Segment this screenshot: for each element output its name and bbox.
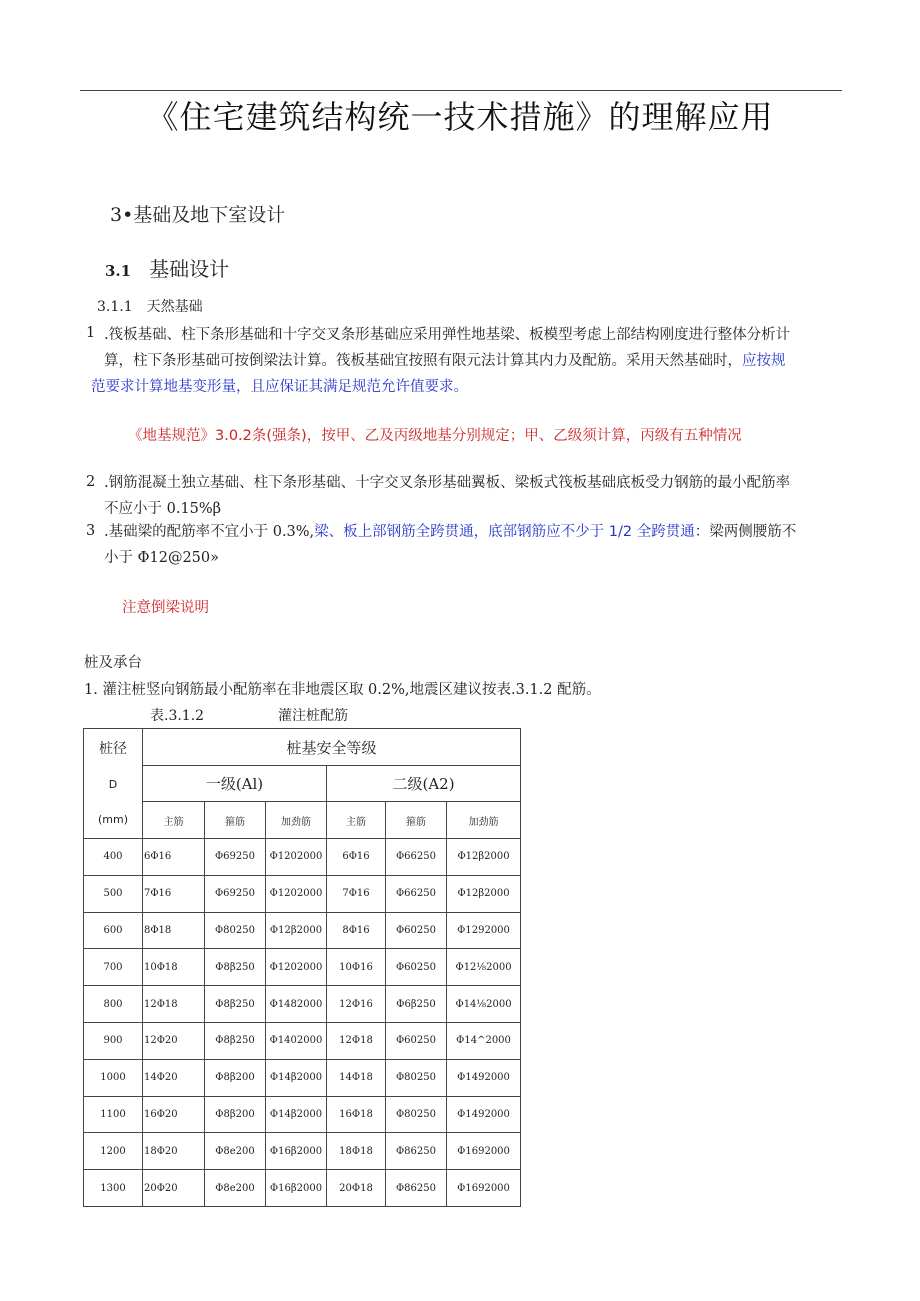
pile-diameter-cell: 1100 [84,1096,143,1133]
table-row [84,1170,521,1207]
header-rule [80,90,842,91]
rebar-cell: Φ8β250 [205,949,266,986]
sub-header-stiffener-2: 加劲筋 [447,802,521,839]
item-2-line-1: .钢筋混凝土独立基础、柱下条形基础、十字交叉条形基础翼板、梁板式筏板基础底板受力钢筋的最小配筋率 [104,475,791,491]
rebar-cell: Φ1692000 [447,1133,521,1170]
rebar-cell: Φ8e200 [205,1133,266,1170]
rebar-cell: 18Φ18 [327,1133,386,1170]
rebar-cell: Φ16β2000 [266,1170,327,1207]
rebar-cell: Φ12β2000 [266,912,327,949]
pile-diameter-cell: 400 [84,839,143,876]
table-row [84,839,521,876]
table-row [84,1059,521,1096]
rebar-cell: Φ14⅛2000 [447,986,521,1023]
pile-diameter-cell: 1200 [84,1133,143,1170]
rebar-cell: 12Φ20 [143,1022,205,1059]
rebar-cell: Φ16β2000 [266,1133,327,1170]
rebar-cell: 6Φ16 [143,839,205,876]
rebar-cell: Φ80250 [386,1059,447,1096]
rebar-cell: Φ8β200 [205,1059,266,1096]
rebar-cell: Φ1492000 [447,1096,521,1133]
sub-header-stirrup-1: 箍筋 [205,802,266,839]
rebar-cell: 14Φ18 [327,1059,386,1096]
section-3-heading: 3•基础及地下室设计 [110,204,286,226]
item-2-paragraph [104,470,844,522]
rebar-cell: Φ80250 [205,912,266,949]
rebar-cell: Φ1492000 [447,1059,521,1096]
item-3-paragraph [104,519,844,571]
table-row [84,949,521,986]
pile-diameter-cell: 1300 [84,1170,143,1207]
item-1-line-2-text: 算，柱下条形基础可按倒梁法计算。筏板基础宜按照有限元法计算其内力及配筋。采用天然基础时， [104,353,742,369]
pile-item-1: 1. 灌注桩竖向钢筋最小配筋率在非地震区取 0.2%,地震区建议按表.3.1.2 配筋。 [84,682,601,698]
item-1-line-3: 范要求计算地基变形量，且应保证其满足规范允许值要求。 [91,379,468,395]
rebar-cell: 18Φ20 [143,1133,205,1170]
rebar-cell: Φ69250 [205,875,266,912]
pile-diameter-cell: 600 [84,912,143,949]
table-row [84,875,521,912]
sub-header-stiffener-1: 加劲筋 [266,802,327,839]
note-foundation-code: 《地基规范》3.0.2条(强条)，按甲、乙及丙级地基分别规定；甲、乙级须计算，丙级有五种情况 [128,428,742,444]
pile-diameter-cell: 500 [84,875,143,912]
section-3-1-text: 基础设计 [149,257,230,281]
rebar-cell: Φ60250 [386,912,447,949]
item-1-line-1: .筏板基础、柱下条形基础和十字交叉条形基础应采用弹性地基梁、板模型考虑上部结构刚度进行整体分析计 [104,327,791,343]
table-body [84,839,521,1207]
rebar-cell: Φ1202000 [266,949,327,986]
rebar-cell: Φ66250 [386,839,447,876]
table-row [84,986,521,1023]
rebar-cell: Φ1482000 [266,986,327,1023]
pile-diameter-cell: 700 [84,949,143,986]
sub-header-stirrup-2: 箍筋 [386,802,447,839]
item-1-highlight-a: 应按规 [742,353,786,369]
grade-1-header: 一级(Al) [143,766,327,802]
rebar-cell: Φ6β250 [386,986,447,1023]
document-title: 《住宅建筑结构统一技术措施》的理解应用 [146,98,774,136]
sub-header-main-bar-2: 主筋 [327,802,386,839]
table-row [84,1096,521,1133]
section-3-1-number: 3.1 [105,262,132,280]
rebar-cell: Φ1402000 [266,1022,327,1059]
table-row [84,1133,521,1170]
rebar-cell: 7Φ16 [143,875,205,912]
item-2-line-2: 不应小于 0.15%β [104,501,222,517]
pile-diameter-cell: 900 [84,1022,143,1059]
table-row [84,912,521,949]
diameter-header-label: 桩径 [99,741,127,757]
rebar-cell: 16Φ20 [143,1096,205,1133]
rebar-cell: Φ1292000 [447,912,521,949]
rebar-cell: 12Φ18 [327,1022,386,1059]
table-row [84,1022,521,1059]
diameter-header [84,729,143,839]
safety-grade-header: 桩基安全等级 [143,729,521,766]
rebar-cell: 20Φ18 [327,1170,386,1207]
rebar-cell: Φ69250 [205,839,266,876]
item-2-number: 2 [86,474,96,490]
note-inverted-beam: 注意倒梁说明 [122,600,209,616]
rebar-cell: Φ60250 [386,949,447,986]
grade-2-header: 二级(A2) [327,766,521,802]
sub-header-main-bar-1: 主筋 [143,802,205,839]
table-caption-number: 表.3.1.2 [150,708,205,724]
rebar-cell: Φ14β2000 [266,1096,327,1133]
table-caption-text: 灌注桩配筋 [278,708,348,724]
item-3-line-1-tail: ：梁两侧腰筋不 [694,524,797,540]
rebar-cell: Φ86250 [386,1133,447,1170]
item-3-line-2: 小于 Φ12@250» [104,550,219,566]
rebar-cell: 16Φ18 [327,1096,386,1133]
item-3-line-1-text: .基础梁的配筋率不宜小于 0.3%, [104,524,315,540]
rebar-cell: 14Φ20 [143,1059,205,1096]
rebar-cell: 6Φ16 [327,839,386,876]
section-3-1-1-heading: 3.1.1 天然基础 [97,299,203,315]
rebar-cell: Φ12β2000 [447,875,521,912]
rebar-cell: 8Φ16 [327,912,386,949]
rebar-cell: Φ86250 [386,1170,447,1207]
rebar-cell: Φ8e200 [205,1170,266,1207]
diameter-header-unit: (mm) [97,813,128,826]
rebar-cell: 7Φ16 [327,875,386,912]
rebar-cell: 10Φ18 [143,949,205,986]
section-3-1-heading [105,253,229,282]
item-1-line-2 [104,348,844,374]
rebar-cell: Φ1202000 [266,839,327,876]
rebar-cell: Φ8β200 [205,1096,266,1133]
pile-reinforcement-table [83,728,521,1207]
rebar-cell: Φ66250 [386,875,447,912]
item-3-highlight: 梁、板上部钢筋全跨贯通，底部钢筋应不少于 1/2 全跨贯通 [314,524,695,540]
rebar-cell: 12Φ16 [327,986,386,1023]
rebar-cell: Φ60250 [386,1022,447,1059]
rebar-cell: Φ1692000 [447,1170,521,1207]
rebar-cell: 10Φ16 [327,949,386,986]
item-1-number: 1 [86,325,96,341]
rebar-cell: Φ12β2000 [447,839,521,876]
rebar-cell: Φ14β2000 [266,1059,327,1096]
item-3-number: 3 [86,523,96,539]
pile-heading: 桩及承台 [84,655,142,671]
pile-diameter-cell: 1000 [84,1059,143,1096]
rebar-cell: Φ14^2000 [447,1022,521,1059]
rebar-cell: 20Φ20 [143,1170,205,1207]
item-1-paragraph [91,322,844,400]
pile-diameter-cell: 800 [84,986,143,1023]
rebar-cell: Φ1202000 [266,875,327,912]
rebar-cell: Φ8β250 [205,1022,266,1059]
rebar-cell: 8Φ18 [143,912,205,949]
rebar-cell: Φ12⅛2000 [447,949,521,986]
rebar-cell: 12Φ18 [143,986,205,1023]
rebar-cell: Φ80250 [386,1096,447,1133]
rebar-cell: Φ8β250 [205,986,266,1023]
diameter-header-symbol: D [108,778,118,791]
item-3-line-1 [104,519,844,545]
